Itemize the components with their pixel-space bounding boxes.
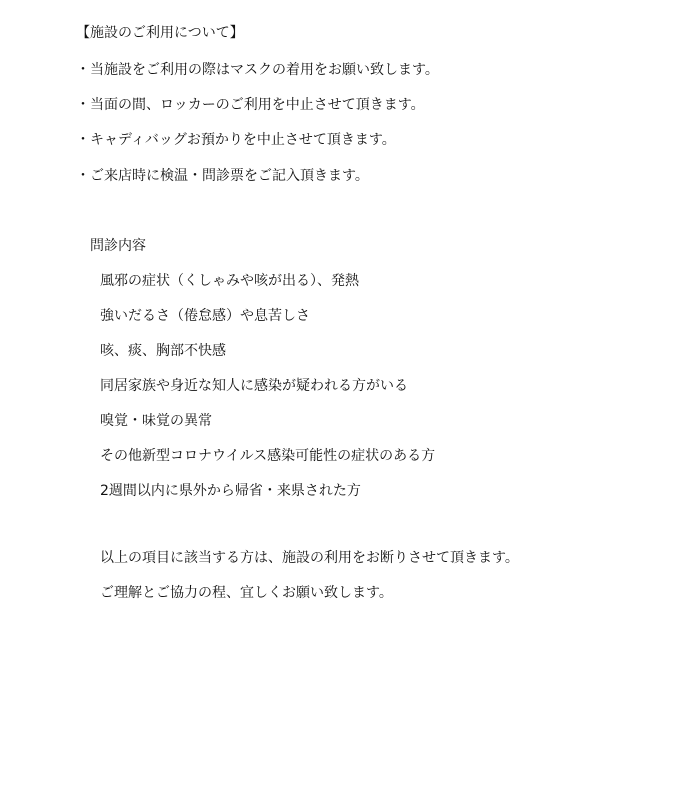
questionnaire-item: その他新型コロナウイルス感染可能性の症状のある方: [100, 448, 436, 464]
questionnaire-item: 2週間以内に県外から帰省・来県された方: [100, 483, 361, 499]
questionnaire-item: 同居家族や身近な知人に感染が疑われる方がいる: [100, 378, 408, 394]
bullet-mask: ・当施設をご利用の際はマスクの着用をお願い致します。: [76, 62, 439, 78]
bullet-caddy-bag: ・キャディバッグお預かりを中止させて頂きます。: [76, 132, 396, 148]
questionnaire-item: 咳、痰、胸部不快感: [100, 343, 226, 359]
questionnaire-item: 嗅覚・味覚の異常: [100, 413, 212, 429]
questionnaire-title: 問診内容: [90, 238, 146, 254]
questionnaire-item: 風邪の症状（くしゃみや咳が出る）、発熱: [100, 273, 359, 289]
bullet-locker: ・当面の間、ロッカーのご利用を中止させて頂きます。: [76, 97, 425, 113]
document-title: 【施設のご利用について】: [76, 25, 244, 41]
notice-refusal: 以上の項目に該当する方は、施設の利用をお断りさせて頂きます。: [100, 550, 519, 566]
bullet-temperature-check: ・ご来店時に検温・問診票をご記入頂きます。: [76, 168, 369, 184]
questionnaire-item: 強いだるさ（倦怠感）や息苦しさ: [100, 308, 310, 324]
notice-thanks: ご理解とご協力の程、宜しくお願い致します。: [100, 585, 393, 601]
